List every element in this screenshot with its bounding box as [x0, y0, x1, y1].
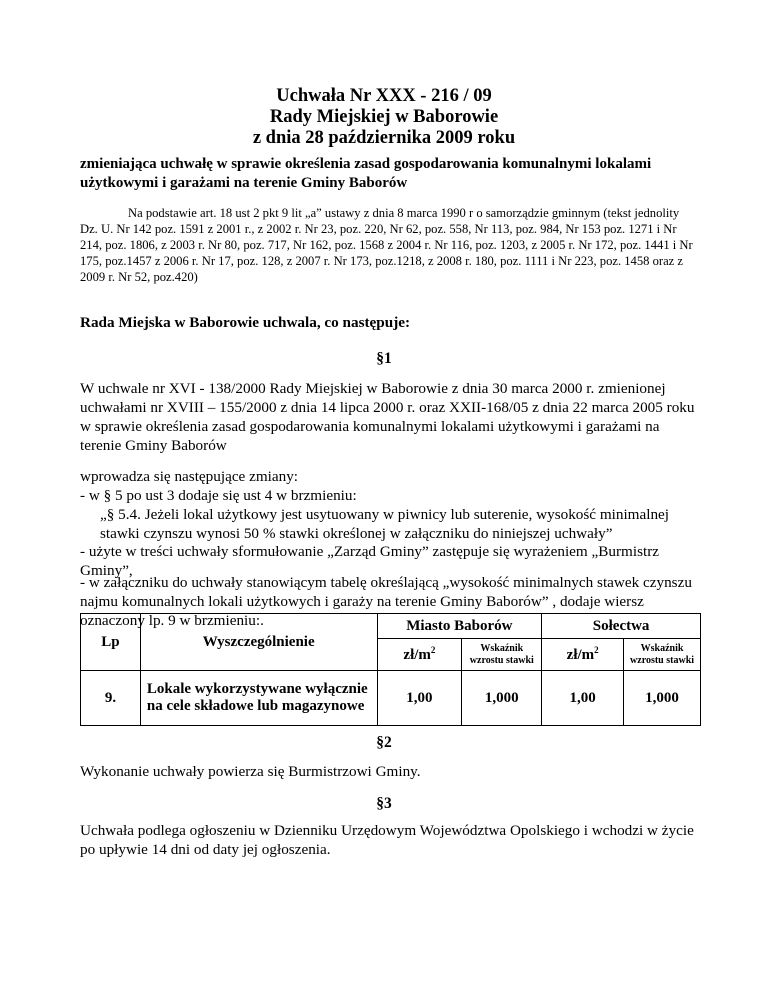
change-3-text: - w załączniku do uchwały stanowiącym tabelę określającą „wysokość minimalnych stawek czynszu najmu komunalnych lokali użytkowych i garaży na terenie Gminy Baborów” , dodaje wiersz oznaczony lp. 9 w brzmieniu:. [80, 574, 692, 629]
row-village-rate: 1,00 [542, 671, 624, 726]
changes-intro: wprowadza się następujące zmiany: [80, 468, 299, 485]
resolution-title [0, 86, 768, 149]
section-2-text: Wykonanie uchwały powierza się Burmistrzowi Gminy. [80, 763, 421, 780]
legal-basis [80, 205, 700, 285]
row-description: Lokale wykorzystywane wyłącznie na cele składowe lub magazynowe [140, 671, 377, 726]
resolution-subject: zmieniająca uchwałę w sprawie określenia zasad gospodarowania komunalnymi lokalami użytkowymi i garażami na terenie Gminy Baborów [80, 156, 652, 191]
legal-basis-text: Na podstawie art. 18 ust 2 pkt 9 lit „a” ustawy z dnia 8 marca 1990 r o samorządzie gminnym (tekst jednolity Dz. U. Nr 142 poz. 1591 z 2001 r., z 2002 r. Nr 23, poz. 220, Nr 62, poz. 558, Nr 113, poz. 984, Nr 153 poz. 1271 i Nr 214, poz. 1806, z 2003 r. Nr 80, poz. 717, Nr 162, poz. 1568 z 2004 r. Nr 116, poz. 1203, z 2005 r. Nr 172, poz. 1441 i Nr 175, poz.1457 z 2006 r. Nr 17, poz. 128, z 2007 r. Nr 173, poz.1218, z 2008 r. 180, poz. 1111 i Nr 223, poz. 1458 oraz z 2009 r. Nr 52, poz.420) [80, 206, 693, 284]
row-lp: 9. [81, 671, 141, 726]
header-village-index: Wskaźnik wzrostu stawki [624, 639, 701, 671]
section-3-heading: §3 [376, 795, 392, 812]
header-city-index: Wskaźnik wzrostu stawki [462, 639, 542, 671]
title-line-number: Uchwała Nr XXX - 216 / 09 [276, 86, 492, 106]
title-line-date: z dnia 28 października 2009 roku [252, 128, 516, 148]
rates-table [80, 613, 701, 726]
section-1-intro: W uchwale nr XVI - 138/2000 Rady Miejskiej w Baborowie z dnia 30 marca 2000 r. zmienionej uchwałami nr XVIII – 155/2000 z dnia 14 lipca 2000 r. oraz XXII-168/05 z dnia 22 marca 2005 roku w sprawie określenia zasad gospodarowania komunalnymi lokalami użytkowymi i garażami na terenie Gminy Baborów [80, 380, 695, 454]
row-city-index: 1,000 [462, 671, 542, 726]
section-3-text: Uchwała podlega ogłoszeniu w Dzienniku Urzędowym Województwa Opolskiego i wchodzi w życie po upływie 14 dni od daty jej ogłoszenia. [80, 822, 694, 858]
header-city-unit: $zł/m^2$ [377, 639, 462, 671]
row-city-rate: 1,00 [377, 671, 462, 726]
change-1-quote: „§ 5.4. Jeżeli lokal użytkowy jest usytuowany w piwnicy lub suterenie, wysokość minimalnej stawki czynszu wynosi 50 % stawki określonej w załączniku do niniejszej uchwały” [100, 506, 670, 542]
header-lp: Lp [81, 614, 141, 671]
header-village-unit: $zł/m^2$ [542, 639, 624, 671]
resolves-statement: Rada Miejska w Baborowie uchwala, co następuje: [80, 314, 411, 331]
change-2: - użyte w treści uchwały sformułowanie „Zarząd Gminy” zastępuje się wyrażeniem „Burmistrz Gminy”, [80, 543, 660, 579]
change-1: - w § 5 po ust 3 dodaje się ust 4 w brzmieniu: [80, 487, 357, 504]
row-village-index: 1,000 [624, 671, 701, 726]
header-city-group: Miasto Baborów [377, 614, 542, 639]
header-village-group: Sołectwa [542, 614, 701, 639]
section-2-heading: §2 [376, 734, 392, 751]
section-1-changes [80, 467, 700, 543]
section-1-heading: §1 [376, 350, 392, 367]
header-description: Wyszczególnienie [140, 614, 377, 671]
title-line-council: Rady Miejskiej w Baborowie [269, 107, 499, 127]
